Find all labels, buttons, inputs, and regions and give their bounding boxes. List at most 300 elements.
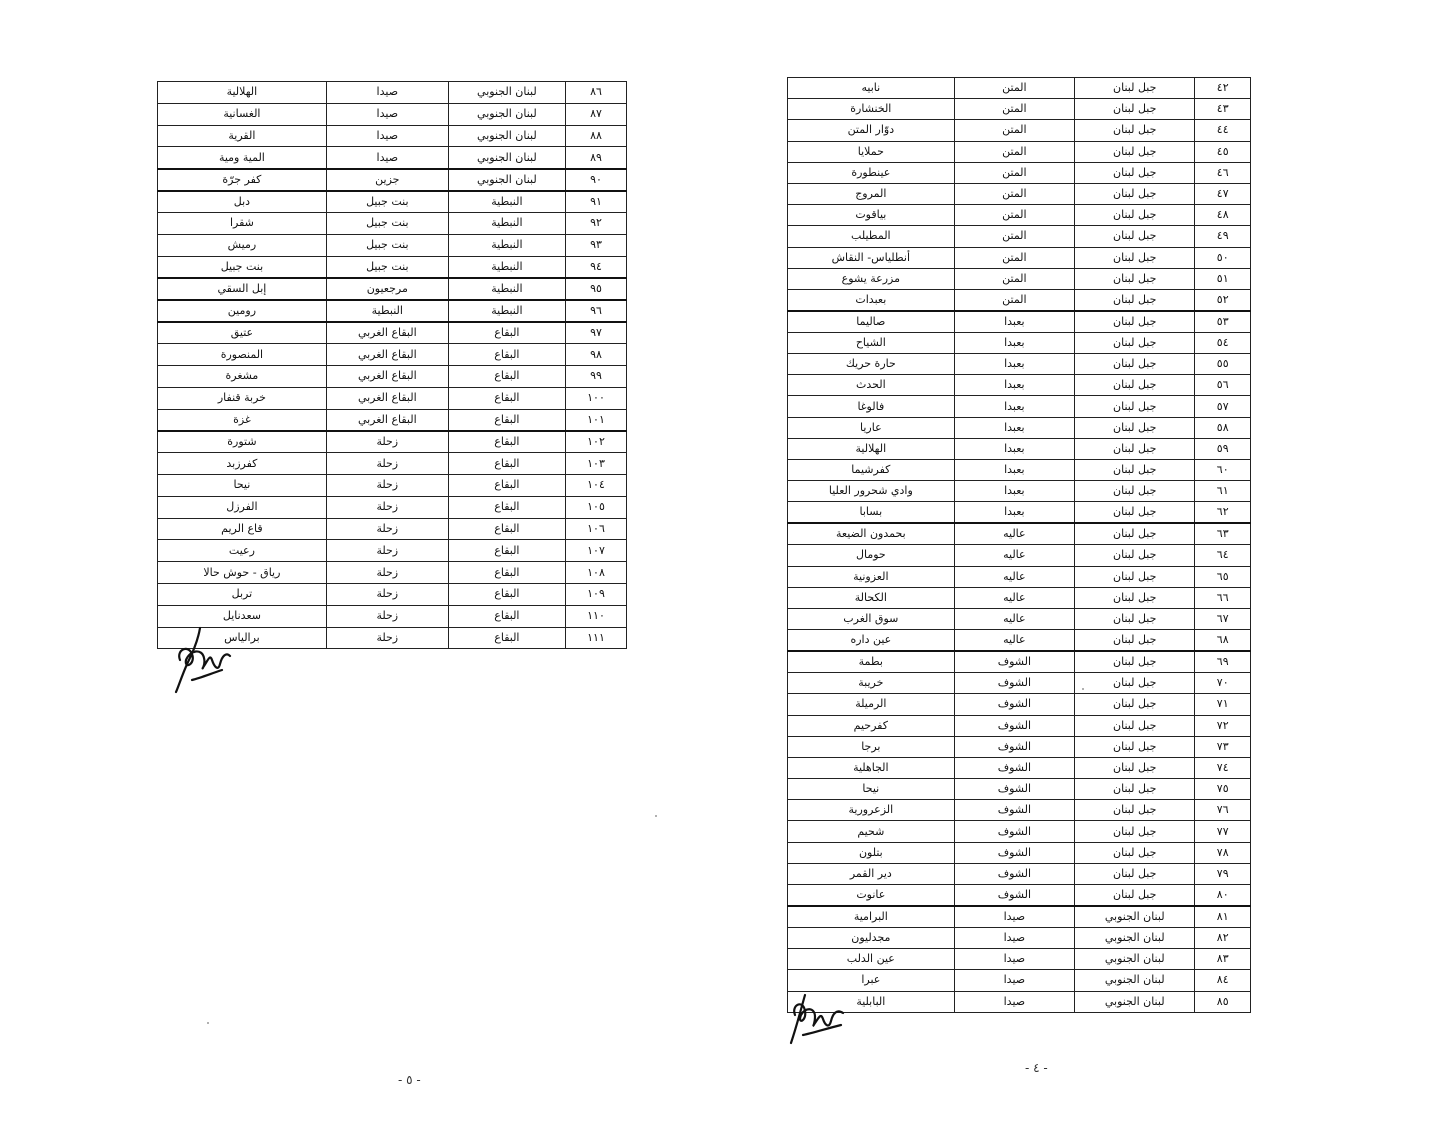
locality-cell: الحدث [788, 375, 955, 396]
locality-cell: بياقوت [788, 205, 955, 226]
row-number-cell: ١٠٦ [566, 518, 627, 540]
row-number-cell: ٤٥ [1195, 141, 1251, 162]
handwritten-signature-icon [785, 985, 855, 1055]
table-row [788, 78, 1251, 99]
district-cell: بعبدا [954, 396, 1074, 417]
district-cell: الشوف [954, 779, 1074, 800]
left-table-body [158, 82, 627, 649]
region-cell: البقاع [448, 387, 565, 409]
row-number-cell: ٥٦ [1195, 375, 1251, 396]
row-number-cell: ٦٥ [1195, 566, 1251, 587]
district-cell: الشوف [954, 694, 1074, 715]
district-cell: زحلة [326, 496, 448, 518]
district-cell: عاليه [954, 630, 1074, 652]
table-row [158, 103, 627, 125]
row-number-cell: ٧٨ [1195, 842, 1251, 863]
table-row [788, 736, 1251, 757]
locality-cell: مشغرة [158, 365, 327, 387]
row-number-cell: ٩٤ [566, 256, 627, 278]
row-number-cell: ٤٤ [1195, 120, 1251, 141]
table-row [788, 332, 1251, 353]
table-row [158, 300, 627, 322]
row-number-cell: ٩٧ [566, 322, 627, 344]
region-cell: جبل لبنان [1075, 205, 1195, 226]
locality-cell: الكحالة [788, 587, 955, 608]
locality-cell: القرية [158, 125, 327, 147]
table-row [788, 821, 1251, 842]
locality-cell: بطمة [788, 651, 955, 673]
region-cell: النبطية [448, 256, 565, 278]
locality-cell: بنت جبيل [158, 256, 327, 278]
locality-cell: صاليما [788, 311, 955, 333]
district-cell: صيدا [954, 949, 1074, 970]
table-row [158, 256, 627, 278]
row-number-cell: ٦٧ [1195, 608, 1251, 629]
table-row [788, 779, 1251, 800]
table-row [158, 212, 627, 234]
scan-speck [1082, 688, 1084, 690]
row-number-cell: ٩٥ [566, 278, 627, 300]
region-cell: جبل لبنان [1075, 630, 1195, 652]
region-cell: البقاع [448, 344, 565, 366]
row-number-cell: ٩٢ [566, 212, 627, 234]
district-cell: بعبدا [954, 481, 1074, 502]
table-row [788, 375, 1251, 396]
row-number-cell: ٨٢ [1195, 928, 1251, 949]
locality-cell: دير القمر [788, 863, 955, 884]
district-cell: المتن [954, 162, 1074, 183]
table-row [158, 583, 627, 605]
right-table-body [788, 78, 1251, 1013]
district-cell: زحلة [326, 474, 448, 496]
table-row [158, 387, 627, 409]
district-cell: الشوف [954, 757, 1074, 778]
table-row [158, 234, 627, 256]
region-cell: جبل لبنان [1075, 523, 1195, 545]
locality-cell: عين الدلب [788, 949, 955, 970]
locality-cell: برالياس [158, 627, 327, 649]
region-cell: جبل لبنان [1075, 779, 1195, 800]
district-cell: بعبدا [954, 460, 1074, 481]
district-cell: البقاع الغربي [326, 387, 448, 409]
locality-cell: حملايا [788, 141, 955, 162]
locality-cell: بحمدون الضيعة [788, 523, 955, 545]
locality-cell: شحيم [788, 821, 955, 842]
table-row [788, 247, 1251, 268]
region-cell: جبل لبنان [1075, 545, 1195, 566]
district-cell: عاليه [954, 545, 1074, 566]
region-cell: جبل لبنان [1075, 885, 1195, 907]
region-cell: جبل لبنان [1075, 120, 1195, 141]
locality-cell: كفرحيم [788, 715, 955, 736]
row-number-cell: ٧٢ [1195, 715, 1251, 736]
district-cell: الشوف [954, 800, 1074, 821]
locality-cell: شتورة [158, 431, 327, 453]
row-number-cell: ٥٤ [1195, 332, 1251, 353]
locality-cell: رياق - حوش حالا [158, 562, 327, 584]
table-row [788, 289, 1251, 311]
row-number-cell: ٤٢ [1195, 78, 1251, 99]
left-page-number: - ٥ - [398, 1073, 421, 1087]
locality-cell: دوّار المتن [788, 120, 955, 141]
table-row [788, 863, 1251, 884]
table-row [158, 474, 627, 496]
district-cell: المتن [954, 268, 1074, 289]
locality-cell: عتيق [158, 322, 327, 344]
locality-cell: بتلون [788, 842, 955, 863]
table-row [788, 673, 1251, 694]
row-number-cell: ٨٩ [566, 147, 627, 169]
locality-cell: عانوت [788, 885, 955, 907]
locality-cell: نابيه [788, 78, 955, 99]
district-cell: المتن [954, 141, 1074, 162]
table-row [788, 417, 1251, 438]
row-number-cell: ١٠٣ [566, 453, 627, 475]
row-number-cell: ١٠٠ [566, 387, 627, 409]
row-number-cell: ٤٩ [1195, 226, 1251, 247]
locality-cell: الهلالية [788, 438, 955, 459]
row-number-cell: ٩٨ [566, 344, 627, 366]
row-number-cell: ١١١ [566, 627, 627, 649]
locality-cell: سوق الغرب [788, 608, 955, 629]
region-cell: البقاع [448, 322, 565, 344]
region-cell: لبنان الجنوبي [1075, 906, 1195, 928]
region-cell: جبل لبنان [1075, 141, 1195, 162]
table-row [788, 694, 1251, 715]
district-cell: الشوف [954, 736, 1074, 757]
locality-cell: المطيلب [788, 226, 955, 247]
district-cell: بعبدا [954, 332, 1074, 353]
district-cell: البقاع الغربي [326, 409, 448, 431]
table-row [788, 120, 1251, 141]
handwritten-signature-icon [170, 620, 240, 700]
row-number-cell: ١٠٤ [566, 474, 627, 496]
district-cell: بنت جبيل [326, 212, 448, 234]
district-cell: المتن [954, 226, 1074, 247]
locality-cell: فالوغا [788, 396, 955, 417]
table-row [788, 481, 1251, 502]
district-cell: المتن [954, 78, 1074, 99]
table-row [788, 311, 1251, 333]
region-cell: جبل لبنان [1075, 757, 1195, 778]
district-cell: صيدا [326, 82, 448, 104]
table-row [158, 147, 627, 169]
region-cell: جبل لبنان [1075, 162, 1195, 183]
table-row [788, 502, 1251, 524]
row-number-cell: ٦٦ [1195, 587, 1251, 608]
region-cell: جبل لبنان [1075, 354, 1195, 375]
locality-cell: الغسانية [158, 103, 327, 125]
region-cell: جبل لبنان [1075, 311, 1195, 333]
region-cell: جبل لبنان [1075, 289, 1195, 311]
row-number-cell: ١٠٧ [566, 540, 627, 562]
row-number-cell: ٥٢ [1195, 289, 1251, 311]
region-cell: جبل لبنان [1075, 247, 1195, 268]
region-cell: لبنان الجنوبي [448, 82, 565, 104]
locality-cell: أنطلياس- النقاش [788, 247, 955, 268]
locality-cell: الهلالية [158, 82, 327, 104]
table-row [788, 226, 1251, 247]
row-number-cell: ٦٢ [1195, 502, 1251, 524]
region-cell: النبطية [448, 300, 565, 322]
locality-cell: عين داره [788, 630, 955, 652]
district-cell: المتن [954, 205, 1074, 226]
locality-cell: الفرزل [158, 496, 327, 518]
table-row [788, 545, 1251, 566]
row-number-cell: ٩٣ [566, 234, 627, 256]
region-cell: جبل لبنان [1075, 821, 1195, 842]
region-cell: جبل لبنان [1075, 460, 1195, 481]
row-number-cell: ٥٣ [1195, 311, 1251, 333]
district-cell: الشوف [954, 715, 1074, 736]
row-number-cell: ٧٣ [1195, 736, 1251, 757]
row-number-cell: ٩٠ [566, 169, 627, 191]
locality-cell: البرامية [788, 906, 955, 928]
region-cell: البقاع [448, 453, 565, 475]
locality-cell: بسابا [788, 502, 955, 524]
locality-cell: حارة حريك [788, 354, 955, 375]
table-row [788, 928, 1251, 949]
locality-cell: المروج [788, 183, 955, 204]
row-number-cell: ٨٦ [566, 82, 627, 104]
locality-cell: كفر جرّة [158, 169, 327, 191]
table-row [788, 885, 1251, 907]
district-cell: بنت جبيل [326, 234, 448, 256]
locality-cell: إبل السقي [158, 278, 327, 300]
locality-cell: العزونية [788, 566, 955, 587]
district-cell: بعبدا [954, 375, 1074, 396]
district-cell: عاليه [954, 566, 1074, 587]
district-cell: صيدا [954, 906, 1074, 928]
region-cell: جبل لبنان [1075, 715, 1195, 736]
right-page-number: - ٤ - [1025, 1061, 1048, 1075]
row-number-cell: ٤٧ [1195, 183, 1251, 204]
district-cell: مرجعيون [326, 278, 448, 300]
district-cell: زحلة [326, 627, 448, 649]
district-cell: النبطية [326, 300, 448, 322]
locality-cell: دبل [158, 191, 327, 213]
table-row [788, 183, 1251, 204]
region-cell: لبنان الجنوبي [448, 103, 565, 125]
region-cell: جبل لبنان [1075, 226, 1195, 247]
table-row [158, 409, 627, 431]
table-row [788, 970, 1251, 991]
district-cell: بعبدا [954, 502, 1074, 524]
table-row [788, 99, 1251, 120]
locality-cell: بعبدات [788, 289, 955, 311]
table-row [788, 141, 1251, 162]
region-cell: البقاع [448, 365, 565, 387]
table-row [788, 757, 1251, 778]
locality-cell: كفرشيما [788, 460, 955, 481]
row-number-cell: ٧٩ [1195, 863, 1251, 884]
row-number-cell: ٨٣ [1195, 949, 1251, 970]
region-cell: لبنان الجنوبي [1075, 991, 1195, 1012]
table-row [788, 906, 1251, 928]
district-cell: زحلة [326, 605, 448, 627]
region-cell: جبل لبنان [1075, 863, 1195, 884]
table-row [158, 431, 627, 453]
table-row [158, 191, 627, 213]
district-cell: الشوف [954, 863, 1074, 884]
district-cell: الشوف [954, 821, 1074, 842]
locality-cell: الزعرورية [788, 800, 955, 821]
table-row [788, 800, 1251, 821]
locality-cell: قاع الريم [158, 518, 327, 540]
table-row [788, 608, 1251, 629]
table-row [158, 322, 627, 344]
locality-cell: الخنشارة [788, 99, 955, 120]
table-row [158, 453, 627, 475]
region-cell: جبل لبنان [1075, 608, 1195, 629]
district-cell: البقاع الغربي [326, 322, 448, 344]
locality-cell: المية ومية [158, 147, 327, 169]
region-cell: النبطية [448, 234, 565, 256]
district-cell: بعبدا [954, 417, 1074, 438]
region-cell: جبل لبنان [1075, 396, 1195, 417]
district-cell: صيدا [326, 103, 448, 125]
region-cell: البقاع [448, 409, 565, 431]
region-cell: البقاع [448, 627, 565, 649]
district-cell: المتن [954, 247, 1074, 268]
region-cell: جبل لبنان [1075, 183, 1195, 204]
district-cell: المتن [954, 289, 1074, 311]
row-number-cell: ٩١ [566, 191, 627, 213]
locality-cell: الشياح [788, 332, 955, 353]
row-number-cell: ٨١ [1195, 906, 1251, 928]
row-number-cell: ٥٠ [1195, 247, 1251, 268]
locality-cell: نيحا [158, 474, 327, 496]
table-row [788, 566, 1251, 587]
region-cell: البقاع [448, 518, 565, 540]
locality-cell: البابلية [788, 991, 955, 1012]
row-number-cell: ٦٤ [1195, 545, 1251, 566]
region-cell: جبل لبنان [1075, 417, 1195, 438]
table-row [788, 523, 1251, 545]
right-page-table [787, 77, 1251, 1013]
locality-cell: غزة [158, 409, 327, 431]
locality-cell: مجدليون [788, 928, 955, 949]
row-number-cell: ٧٧ [1195, 821, 1251, 842]
region-cell: جبل لبنان [1075, 375, 1195, 396]
table-row [158, 344, 627, 366]
locality-cell: نيحا [788, 779, 955, 800]
region-cell: البقاع [448, 583, 565, 605]
region-cell: النبطية [448, 212, 565, 234]
district-cell: عاليه [954, 523, 1074, 545]
row-number-cell: ١٠١ [566, 409, 627, 431]
row-number-cell: ٧٠ [1195, 673, 1251, 694]
table-row [788, 162, 1251, 183]
scan-speck [655, 815, 657, 817]
region-cell: جبل لبنان [1075, 587, 1195, 608]
row-number-cell: ١١٠ [566, 605, 627, 627]
district-cell: الشوف [954, 885, 1074, 907]
row-number-cell: ٥٥ [1195, 354, 1251, 375]
district-cell: صيدا [326, 147, 448, 169]
locality-cell: المنصورة [158, 344, 327, 366]
row-number-cell: ٤٣ [1195, 99, 1251, 120]
table-row [158, 540, 627, 562]
district-cell: المتن [954, 120, 1074, 141]
district-cell: صيدا [954, 928, 1074, 949]
row-number-cell: ٦٣ [1195, 523, 1251, 545]
district-cell: بعبدا [954, 438, 1074, 459]
row-number-cell: ٨٥ [1195, 991, 1251, 1012]
table-row [158, 518, 627, 540]
row-number-cell: ٧٥ [1195, 779, 1251, 800]
row-number-cell: ٩٩ [566, 365, 627, 387]
row-number-cell: ٧٤ [1195, 757, 1251, 778]
locality-cell: تربل [158, 583, 327, 605]
region-cell: البقاع [448, 540, 565, 562]
district-cell: الشوف [954, 651, 1074, 673]
row-number-cell: ٥٧ [1195, 396, 1251, 417]
region-cell: جبل لبنان [1075, 78, 1195, 99]
locality-cell: خريبة [788, 673, 955, 694]
district-cell: المتن [954, 183, 1074, 204]
locality-cell: عينطورة [788, 162, 955, 183]
region-cell: البقاع [448, 431, 565, 453]
locality-cell: عاريا [788, 417, 955, 438]
row-number-cell: ٧١ [1195, 694, 1251, 715]
region-cell: لبنان الجنوبي [448, 169, 565, 191]
table-row [158, 562, 627, 584]
locality-cell: برجا [788, 736, 955, 757]
district-cell: الشوف [954, 673, 1074, 694]
district-cell: زحلة [326, 562, 448, 584]
row-number-cell: ٥٨ [1195, 417, 1251, 438]
table-row [788, 991, 1251, 1012]
locality-cell: رومين [158, 300, 327, 322]
table-row [788, 205, 1251, 226]
table-row [158, 169, 627, 191]
locality-cell: الجاهلية [788, 757, 955, 778]
row-number-cell: ٨٠ [1195, 885, 1251, 907]
locality-cell: شقرا [158, 212, 327, 234]
district-cell: صيدا [326, 125, 448, 147]
locality-cell: حومال [788, 545, 955, 566]
row-number-cell: ٤٦ [1195, 162, 1251, 183]
table-row [788, 460, 1251, 481]
table-row [788, 354, 1251, 375]
table-row [788, 715, 1251, 736]
row-number-cell: ٤٨ [1195, 205, 1251, 226]
district-cell: زحلة [326, 453, 448, 475]
row-number-cell: ١٠٢ [566, 431, 627, 453]
locality-cell: الرميلة [788, 694, 955, 715]
table-row [158, 125, 627, 147]
locality-cell: كفرزبد [158, 453, 327, 475]
region-cell: جبل لبنان [1075, 438, 1195, 459]
row-number-cell: ٦٩ [1195, 651, 1251, 673]
row-number-cell: ١٠٥ [566, 496, 627, 518]
region-cell: لبنان الجنوبي [1075, 949, 1195, 970]
region-cell: النبطية [448, 278, 565, 300]
district-cell: عاليه [954, 608, 1074, 629]
region-cell: البقاع [448, 605, 565, 627]
district-cell: بعبدا [954, 311, 1074, 333]
district-cell: زحلة [326, 431, 448, 453]
table-row [788, 630, 1251, 652]
region-cell: جبل لبنان [1075, 99, 1195, 120]
district-cell: البقاع الغربي [326, 344, 448, 366]
region-cell: جبل لبنان [1075, 842, 1195, 863]
region-cell: جبل لبنان [1075, 673, 1195, 694]
row-number-cell: ١٠٨ [566, 562, 627, 584]
region-cell: لبنان الجنوبي [448, 125, 565, 147]
table-row [788, 396, 1251, 417]
